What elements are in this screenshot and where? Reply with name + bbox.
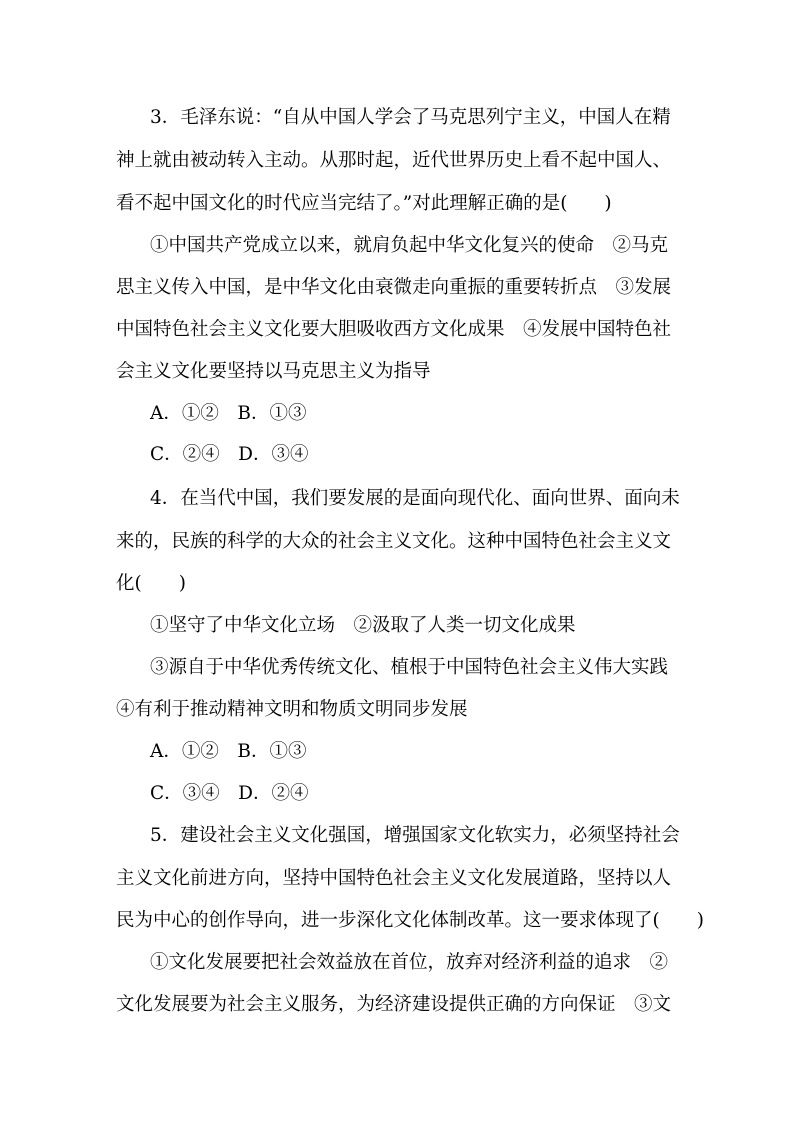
statement-line: ①中国共产党成立以来，就肩负起中华文化复兴的使命 ②马克: [150, 235, 669, 256]
statement-line: 中国特色社会主义文化要大胆吸收西方文化成果 ④发展中国特色社: [116, 319, 672, 340]
question-stem-line: 看不起中国文化的时代应当完结了。”对此理解正确的是( ): [116, 193, 612, 214]
question-stem-line: 4．在当代中国，我们要发展的是面向现代化、面向世界、面向未: [150, 488, 680, 509]
answer-options: A．①② B．①③: [150, 741, 307, 762]
question-stem-line: 民为中心的创作导向，进一步深化文化体制改革。这一要求体现了( ): [116, 910, 704, 931]
statement-line: 会主义文化要坚持以马克思主义为指导: [116, 361, 431, 382]
question-stem-line: 5．建设社会主义文化强国，增强国家文化软实力，必须坚持社会: [150, 825, 680, 846]
question-stem-line: 化( ): [116, 573, 186, 594]
question-stem-line: 主义文化前进方向，坚持中国特色社会主义文化发展道路，坚持以人: [116, 868, 672, 889]
question-stem-line: 来的，民族的科学的大众的社会主义文化。这种中国特色社会主义文: [116, 531, 672, 552]
statement-line: ③源自于中华优秀传统文化、植根于中国特色社会主义伟大实践: [150, 657, 669, 678]
statement-line: 思主义传入中国，是中华文化由衰微走向重振的重要转折点 ③发展: [116, 277, 672, 298]
question-stem-line: 神上就由被动转入主动。从那时起，近代世界历史上看不起中国人、: [116, 150, 672, 171]
statement-line: ①坚守了中华文化立场 ②汲取了人类一切文化成果: [150, 615, 576, 636]
statement-line: 文化发展要为社会主义服务，为经济建设提供正确的方向保证 ③文: [116, 994, 672, 1015]
statement-line: ④有利于推动精神文明和物质文明同步发展: [116, 699, 468, 720]
answer-options: C．③④ D．②④: [150, 783, 309, 804]
answer-options: C．②④ D．③④: [150, 444, 309, 465]
statement-line: ①文化发展要把社会效益放在首位，放弃对经济利益的追求 ②: [150, 952, 669, 973]
question-stem-line: 3．毛泽东说：“自从中国人学会了马克思列宁主义，中国人在精: [150, 107, 671, 128]
answer-options: A．①② B．①③: [150, 403, 307, 424]
